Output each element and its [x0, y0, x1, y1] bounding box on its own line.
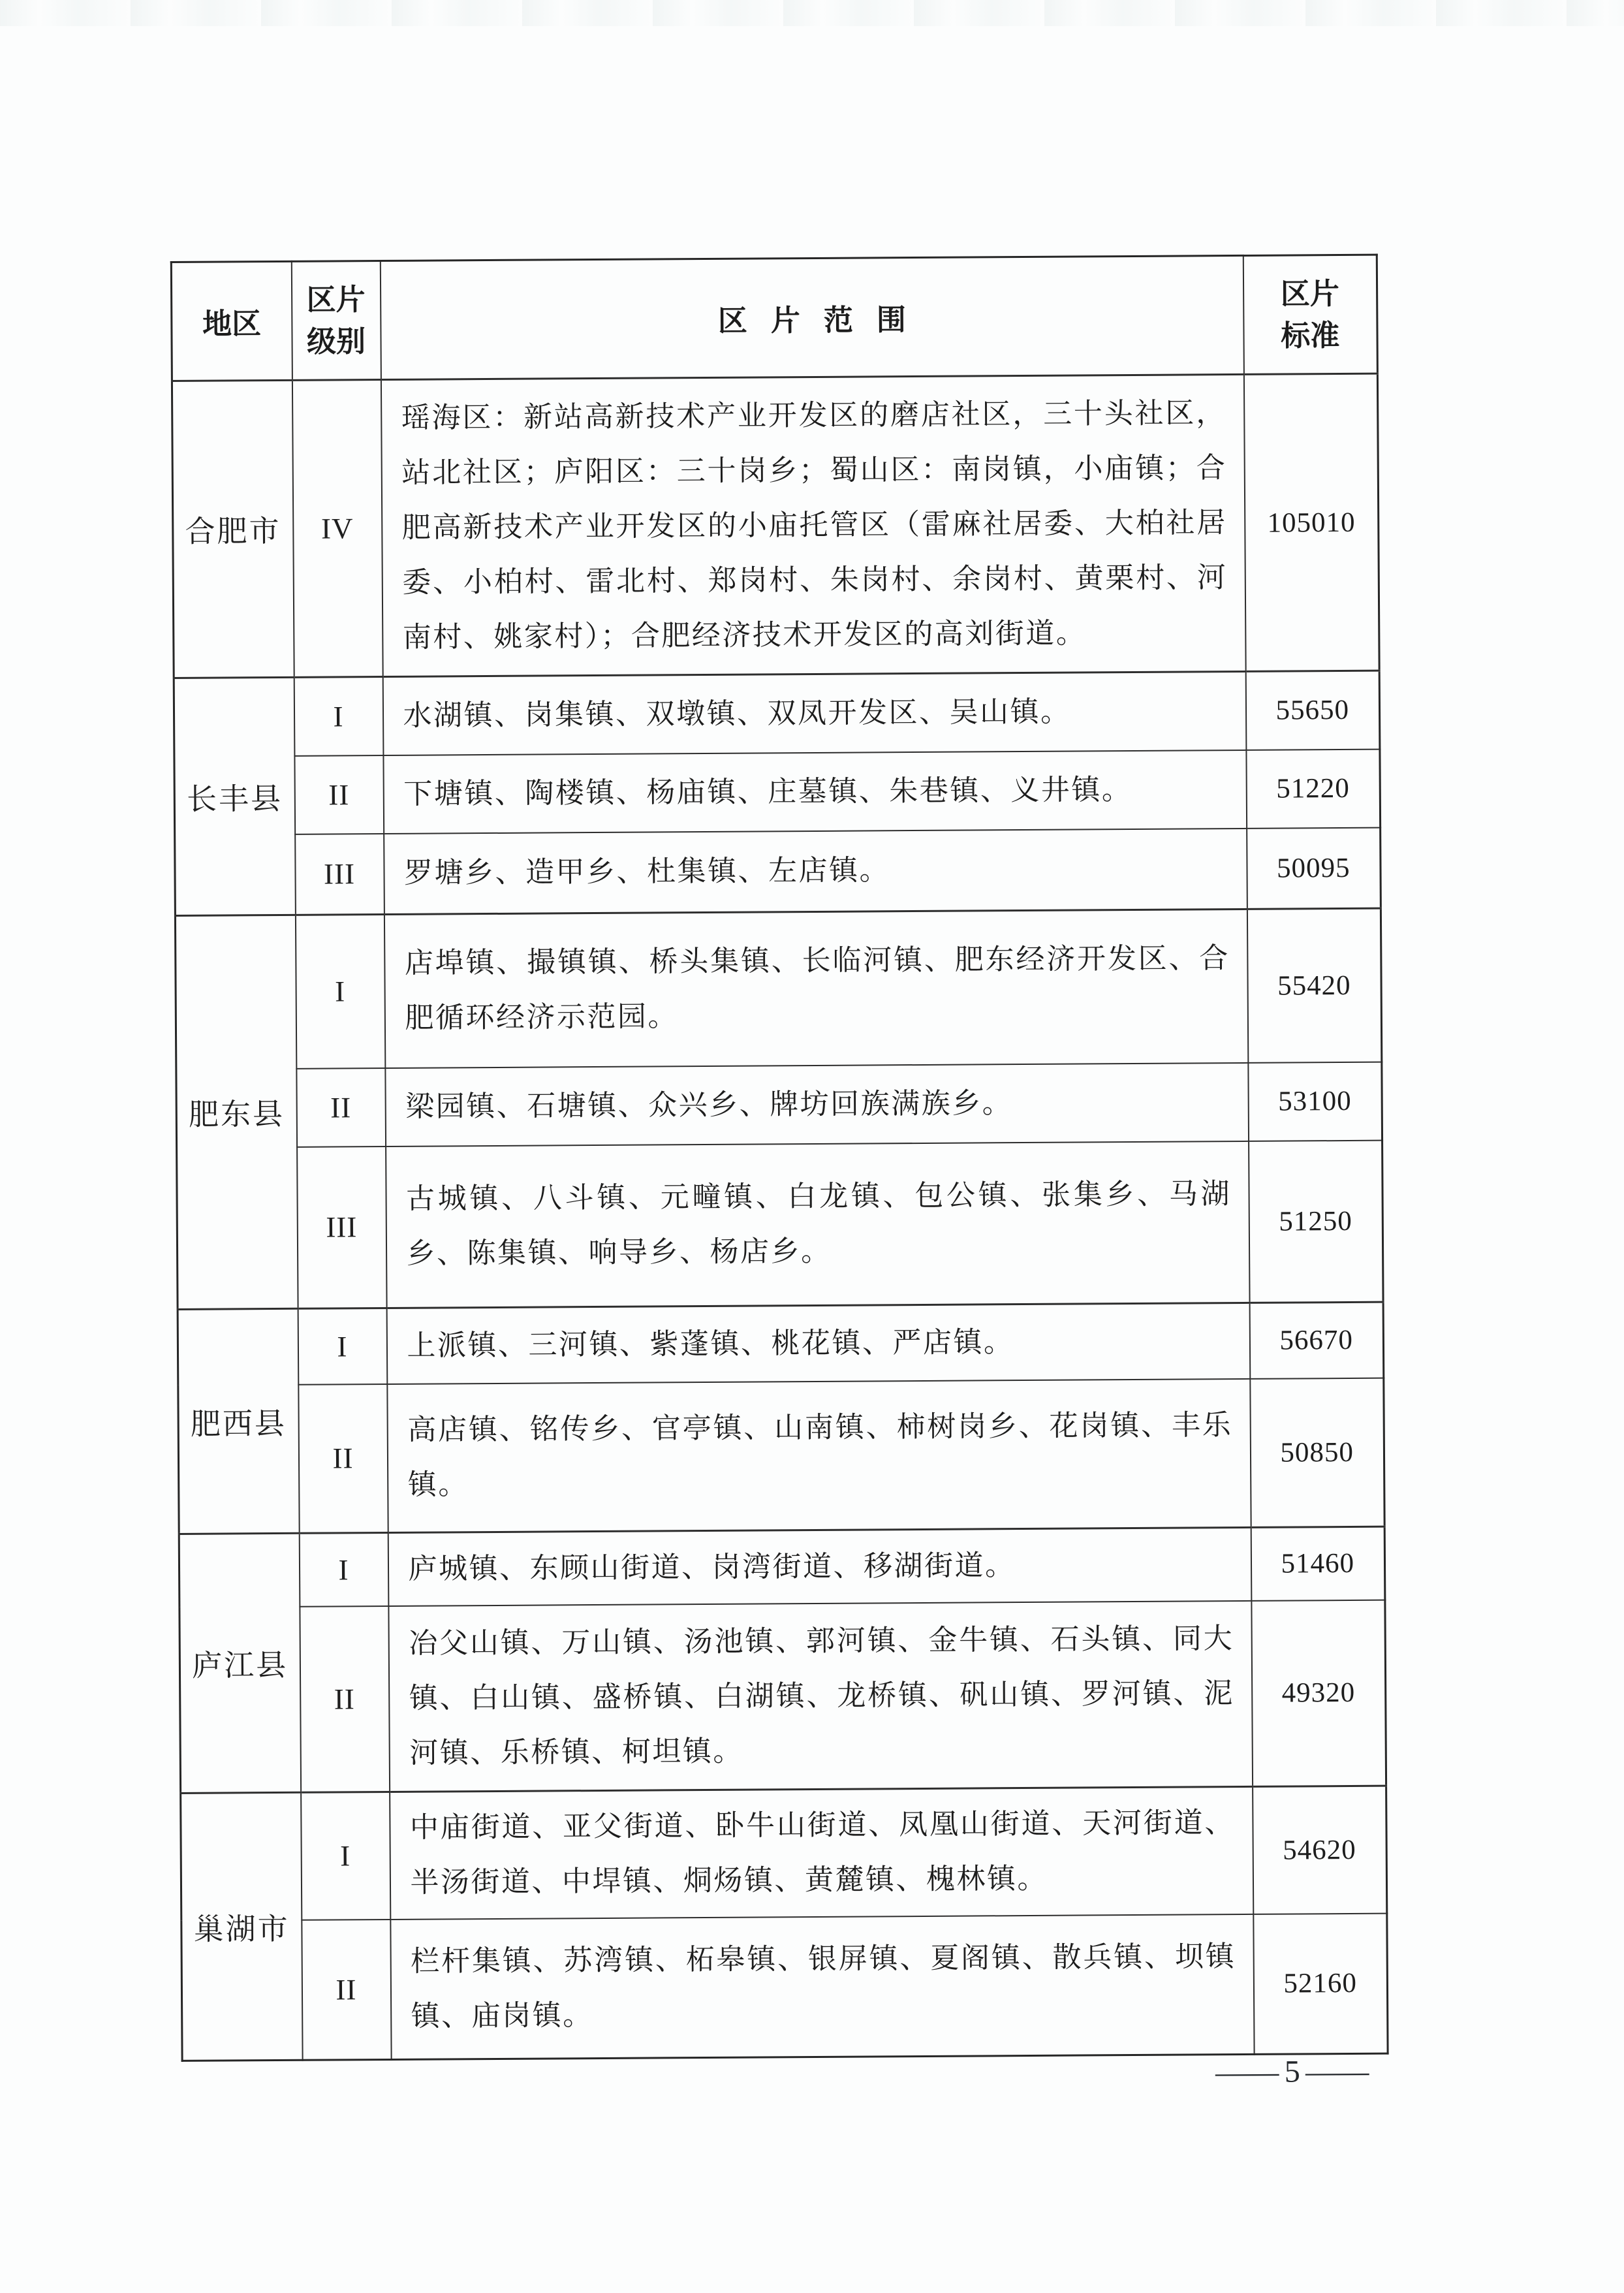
standard-cell: 52160: [1253, 1913, 1388, 2054]
level-cell: I: [298, 1308, 387, 1384]
table-row: [174, 749, 1381, 834]
scope-cell: 罗塘乡、造甲乡、杜集镇、左店镇。: [384, 828, 1247, 914]
scope-cell: 栏杆集镇、苏湾镇、柘皋镇、银屏镇、夏阁镇、散兵镇、坝镇镇、庙岗镇。: [390, 1914, 1254, 2059]
table-row: [178, 1378, 1384, 1534]
table-row: [179, 1526, 1385, 1607]
level-cell: I: [299, 1532, 388, 1606]
level-cell: I: [294, 677, 383, 756]
header-level: [291, 261, 381, 381]
region-cell: 庐江县: [179, 1533, 300, 1793]
header-level-line2: 级别: [306, 324, 366, 358]
header-level-line1: 区片: [306, 282, 366, 317]
header-scope: 区片范围: [380, 255, 1243, 379]
region-cell: 合肥市: [172, 380, 294, 678]
scope-cell: 下塘镇、陶楼镇、杨庙镇、庄墓镇、朱巷镇、义井镇。: [383, 750, 1247, 833]
page-number: 5: [1284, 2054, 1300, 2089]
table-row: [177, 1140, 1383, 1309]
footer-dash-right: —: [1305, 2054, 1369, 2089]
standard-cell: 55420: [1247, 908, 1381, 1062]
standard-cell: 53100: [1248, 1062, 1382, 1141]
scope-cell: 庐城镇、东顾山街道、岗湾街道、移湖街道。: [388, 1527, 1251, 1605]
table-header-row: [171, 255, 1377, 381]
scope-cell: 瑶海区：新站高新技术产业开发区的磨店社区，三十头社区，站北社区；庐阳区：三十岗乡；蜀山区：南岗镇，小庙镇；合肥高新技术产业开发区的小庙托管区（雷麻社居委、大柏社居委、小柏村、雷北村、郑岗村、朱岗村、余岗村、黄栗村、河南村、姚家村）；合肥经济技术开发区的高刘街道。: [381, 374, 1245, 676]
standard-cell: 50095: [1247, 827, 1381, 909]
level-cell: I: [301, 1792, 390, 1920]
level-cell: II: [298, 1384, 388, 1533]
table-row: [181, 1913, 1388, 2061]
zoning-standard-table: [170, 254, 1389, 2062]
table-row: [180, 1600, 1386, 1793]
table-row: [176, 1062, 1382, 1147]
scope-cell: 上派镇、三河镇、紫蓬镇、桃花镇、严店镇。: [386, 1303, 1250, 1384]
page-footer: [1155, 2053, 1429, 2091]
standard-cell: 105010: [1243, 373, 1379, 671]
table-row: [172, 373, 1379, 678]
scope-cell: 古城镇、八斗镇、元疃镇、白龙镇、包公镇、张集乡、马湖乡、陈集镇、响导乡、杨店乡。: [386, 1141, 1249, 1308]
header-standard: [1243, 255, 1377, 374]
level-cell: IV: [292, 380, 383, 678]
scope-cell: 店埠镇、撮镇镇、桥头集镇、长临河镇、肥东经济开发区、合肥循环经济示范园。: [384, 909, 1247, 1067]
header-standard-line2: 标准: [1281, 318, 1340, 353]
region-cell: 长丰县: [174, 677, 295, 915]
table-row: [175, 908, 1381, 1069]
header-standard-line1: 区片: [1280, 276, 1340, 311]
level-cell: II: [294, 755, 384, 834]
standard-cell: 55650: [1245, 671, 1380, 750]
scope-cell: 水湖镇、岗集镇、双墩镇、双凤开发区、吴山镇。: [383, 671, 1246, 755]
standard-cell: 54620: [1253, 1786, 1387, 1914]
standard-cell: 51220: [1246, 749, 1381, 828]
table-row: [178, 1302, 1384, 1385]
header-region: 地区: [171, 261, 292, 381]
footer-dash-left: —: [1215, 2055, 1279, 2089]
level-cell: II: [296, 1067, 386, 1146]
table-row: [174, 671, 1380, 756]
level-cell: III: [295, 834, 384, 915]
level-cell: II: [300, 1605, 390, 1792]
level-cell: III: [297, 1146, 387, 1308]
level-cell: II: [302, 1919, 391, 2060]
standard-cell: 51250: [1249, 1140, 1384, 1303]
level-cell: I: [295, 915, 384, 1069]
scope-cell: 冶父山镇、万山镇、汤池镇、郭河镇、金牛镇、石头镇、同大镇、白山镇、盛桥镇、白湖镇、龙桥镇、矾山镇、罗河镇、泥河镇、乐桥镇、柯坦镇。: [388, 1600, 1253, 1792]
standard-cell: 49320: [1251, 1600, 1386, 1786]
standard-cell: 56670: [1249, 1302, 1384, 1378]
standard-cell: 51460: [1251, 1526, 1385, 1600]
region-cell: 肥东县: [175, 915, 298, 1309]
region-cell: 巢湖市: [181, 1792, 303, 2061]
scope-cell: 高店镇、铭传乡、官亭镇、山南镇、柿树岗乡、花岗镇、丰乐镇。: [387, 1378, 1251, 1532]
standard-cell: 50850: [1250, 1378, 1384, 1527]
table-row: [175, 827, 1381, 915]
scope-cell: 梁园镇、石塘镇、众兴乡、牌坊回族满族乡。: [385, 1062, 1249, 1146]
scope-cell: 中庙街道、亚父街道、卧牛山街道、凤凰山街道、天河街道、半汤街道、中垾镇、烔炀镇、黄麓镇、槐林镇。: [390, 1786, 1253, 1919]
table-row: [181, 1786, 1387, 1920]
region-cell: 肥西县: [178, 1308, 299, 1534]
